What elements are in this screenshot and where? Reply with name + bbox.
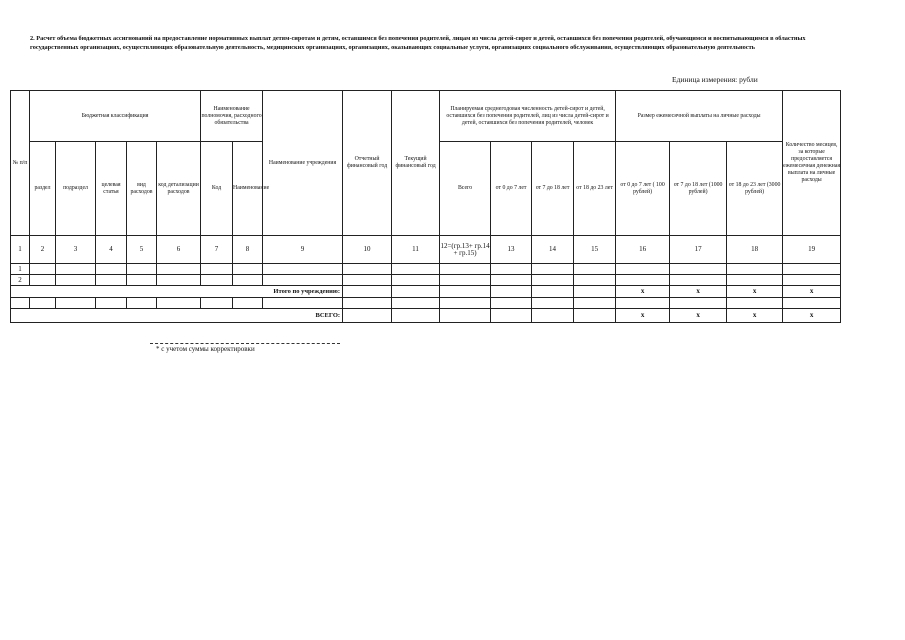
col-number: 15 bbox=[574, 236, 616, 264]
table-cell[interactable] bbox=[616, 264, 670, 275]
col-number: 17 bbox=[670, 236, 727, 264]
table-cell[interactable] bbox=[670, 264, 727, 275]
col-number: 19 bbox=[783, 236, 841, 264]
total-header: Всего bbox=[440, 142, 491, 236]
table-cell[interactable] bbox=[157, 275, 201, 286]
table-cell[interactable] bbox=[783, 275, 841, 286]
age-0-7-header: от 0 до 7 лет bbox=[491, 142, 532, 236]
pay-0-7-header: от 0 до 7 лет ( 100 рублей) bbox=[616, 142, 670, 236]
table-cell bbox=[96, 298, 127, 309]
table-cell[interactable] bbox=[574, 275, 616, 286]
institution-total-label: Итого по учреждению: bbox=[11, 286, 343, 298]
col-number: 6 bbox=[157, 236, 201, 264]
table-cell[interactable] bbox=[532, 309, 574, 323]
table-cell bbox=[30, 298, 56, 309]
col-number: 3 bbox=[56, 236, 96, 264]
table-cell[interactable] bbox=[96, 275, 127, 286]
table-cell bbox=[127, 298, 157, 309]
col-number: 5 bbox=[127, 236, 157, 264]
table-cell bbox=[616, 298, 670, 309]
table-cell[interactable] bbox=[440, 275, 491, 286]
obligation-header: Наименование полномочия, расходного обязательства bbox=[201, 91, 263, 142]
table-cell[interactable] bbox=[343, 264, 392, 275]
institution-header: Наименование учреждения bbox=[263, 91, 343, 236]
col-number: 11 bbox=[392, 236, 440, 264]
x-mark: х bbox=[727, 309, 783, 323]
code-header: Код bbox=[201, 142, 233, 236]
row-number: 2 bbox=[11, 275, 30, 286]
col-number: 10 bbox=[343, 236, 392, 264]
grand-total-row bbox=[11, 309, 841, 323]
table-cell[interactable] bbox=[574, 286, 616, 298]
table-cell bbox=[201, 298, 233, 309]
table-cell bbox=[233, 298, 263, 309]
col-number: 16 bbox=[616, 236, 670, 264]
x-mark: х bbox=[616, 309, 670, 323]
unit-label: Единица измерения: рубли bbox=[672, 75, 758, 84]
table-cell[interactable] bbox=[30, 275, 56, 286]
col-number: 8 bbox=[233, 236, 263, 264]
report-year-header: Отчетный финансовый год bbox=[343, 91, 392, 236]
table-cell[interactable] bbox=[574, 264, 616, 275]
table-cell bbox=[783, 298, 841, 309]
table-cell[interactable] bbox=[263, 275, 343, 286]
table-cell bbox=[263, 298, 343, 309]
table-cell[interactable] bbox=[440, 264, 491, 275]
table-cell[interactable] bbox=[727, 275, 783, 286]
table-cell[interactable] bbox=[392, 309, 440, 323]
row-number: 1 bbox=[11, 264, 30, 275]
footnote-divider bbox=[150, 343, 340, 344]
table-cell bbox=[392, 298, 440, 309]
table-cell[interactable] bbox=[233, 264, 263, 275]
table-cell[interactable] bbox=[127, 275, 157, 286]
x-mark: х bbox=[783, 309, 841, 323]
institution-total-row bbox=[11, 286, 841, 298]
table-cell[interactable] bbox=[127, 264, 157, 275]
table-cell[interactable] bbox=[440, 286, 491, 298]
table-cell[interactable] bbox=[783, 264, 841, 275]
table-cell[interactable] bbox=[491, 309, 532, 323]
table-cell[interactable] bbox=[532, 264, 574, 275]
col-number: 18 bbox=[727, 236, 783, 264]
col-number: 9 bbox=[263, 236, 343, 264]
data-row-1 bbox=[11, 264, 841, 275]
table-cell[interactable] bbox=[440, 309, 491, 323]
table-cell[interactable] bbox=[392, 275, 440, 286]
table-cell bbox=[56, 298, 96, 309]
x-mark: х bbox=[616, 286, 670, 298]
table-cell[interactable] bbox=[201, 275, 233, 286]
col-number: 12=(гр.13+ гр.14 + гр.15) bbox=[440, 236, 491, 264]
spacer-row bbox=[11, 298, 841, 309]
planned-header: Планируемая среднегодовая численность детей-сирот и детей, оставшихся без попечения родителей, лиц из числа детей-сирот и детей, оставшихся без попечения родителей, человек bbox=[440, 91, 616, 142]
age-7-18-header: от 7 до 18 лет bbox=[532, 142, 574, 236]
document-title: 2. Расчет объема бюджетных ассигнований на предоставление нормативных выплат детям-сиротам и детям, оставшимся без попечения родителей, лицам из числа детей-сирот и детей, оставшихся без попечения родителей, обучающимся и воспитывающимся в областных государственных организациях, осуществляющих образовательную деятельность, медицинских организациях, организациях, оказывающих социальные услуги, организациях социального обслуживания, осуществляющих образовательную деятельность bbox=[30, 35, 806, 51]
table-cell[interactable] bbox=[343, 275, 392, 286]
table-cell[interactable] bbox=[233, 275, 263, 286]
months-header: Количество месяцев, за которые предоставляется ежемесячная денежная выплата на личные расходы bbox=[783, 91, 841, 236]
table-cell[interactable] bbox=[392, 286, 440, 298]
col-number: 4 bbox=[96, 236, 127, 264]
detail-code-header: код детализации расходов bbox=[157, 142, 201, 236]
x-mark: х bbox=[783, 286, 841, 298]
expense-type-header: вид расходов bbox=[127, 142, 157, 236]
table-cell[interactable] bbox=[56, 264, 96, 275]
table-cell bbox=[343, 298, 392, 309]
subsection-header: подраздел bbox=[56, 142, 96, 236]
budget-table bbox=[10, 90, 841, 323]
table-cell[interactable] bbox=[392, 264, 440, 275]
target-article-header: целевая статья bbox=[96, 142, 127, 236]
col-num-header: № п/п bbox=[11, 91, 30, 236]
pay-7-18-header: от 7 до 18 лет (1000 рублей) bbox=[670, 142, 727, 236]
table-cell bbox=[11, 298, 30, 309]
payment-size-header: Размер ежемесячной выплаты на личные расходы bbox=[616, 91, 783, 142]
table-cell[interactable] bbox=[670, 275, 727, 286]
pay-18-23-header: от 18 до 23 лет (3000 рублей) bbox=[727, 142, 783, 236]
table-cell bbox=[440, 298, 491, 309]
col-number: 14 bbox=[532, 236, 574, 264]
table-cell[interactable] bbox=[157, 264, 201, 275]
table-cell[interactable] bbox=[532, 275, 574, 286]
x-mark: х bbox=[670, 286, 727, 298]
table-cell[interactable] bbox=[96, 264, 127, 275]
age-18-23-header: от 18 до 23 лет bbox=[574, 142, 616, 236]
table-cell[interactable] bbox=[201, 264, 233, 275]
table-cell[interactable] bbox=[263, 264, 343, 275]
table-cell bbox=[670, 298, 727, 309]
footnote: * с учетом суммы корректировки bbox=[156, 345, 255, 353]
table-cell[interactable] bbox=[532, 286, 574, 298]
table-cell[interactable] bbox=[56, 275, 96, 286]
grand-total-label: ВСЕГО: bbox=[11, 309, 343, 323]
table-cell[interactable] bbox=[343, 309, 392, 323]
data-row-2 bbox=[11, 275, 841, 286]
table-cell[interactable] bbox=[616, 275, 670, 286]
current-year-header: Текущий финансовый год bbox=[392, 91, 440, 236]
x-mark: х bbox=[670, 309, 727, 323]
name-header: Наименование bbox=[233, 142, 263, 236]
section-header: раздел bbox=[30, 142, 56, 236]
table-cell[interactable] bbox=[491, 264, 532, 275]
table-cell[interactable] bbox=[491, 286, 532, 298]
table-cell bbox=[532, 298, 574, 309]
col-number: 7 bbox=[201, 236, 233, 264]
table-cell[interactable] bbox=[491, 275, 532, 286]
table-cell bbox=[157, 298, 201, 309]
x-mark: х bbox=[727, 286, 783, 298]
col-number: 1 bbox=[11, 236, 30, 264]
table-cell[interactable] bbox=[343, 286, 392, 298]
table-cell bbox=[491, 298, 532, 309]
table-cell[interactable] bbox=[30, 264, 56, 275]
col-number: 2 bbox=[30, 236, 56, 264]
column-number-row bbox=[11, 236, 841, 264]
budget-class-header: Бюджетная классификация bbox=[30, 91, 201, 142]
table-cell[interactable] bbox=[574, 309, 616, 323]
table-cell bbox=[574, 298, 616, 309]
table-cell[interactable] bbox=[727, 264, 783, 275]
table-cell bbox=[727, 298, 783, 309]
col-number: 13 bbox=[491, 236, 532, 264]
